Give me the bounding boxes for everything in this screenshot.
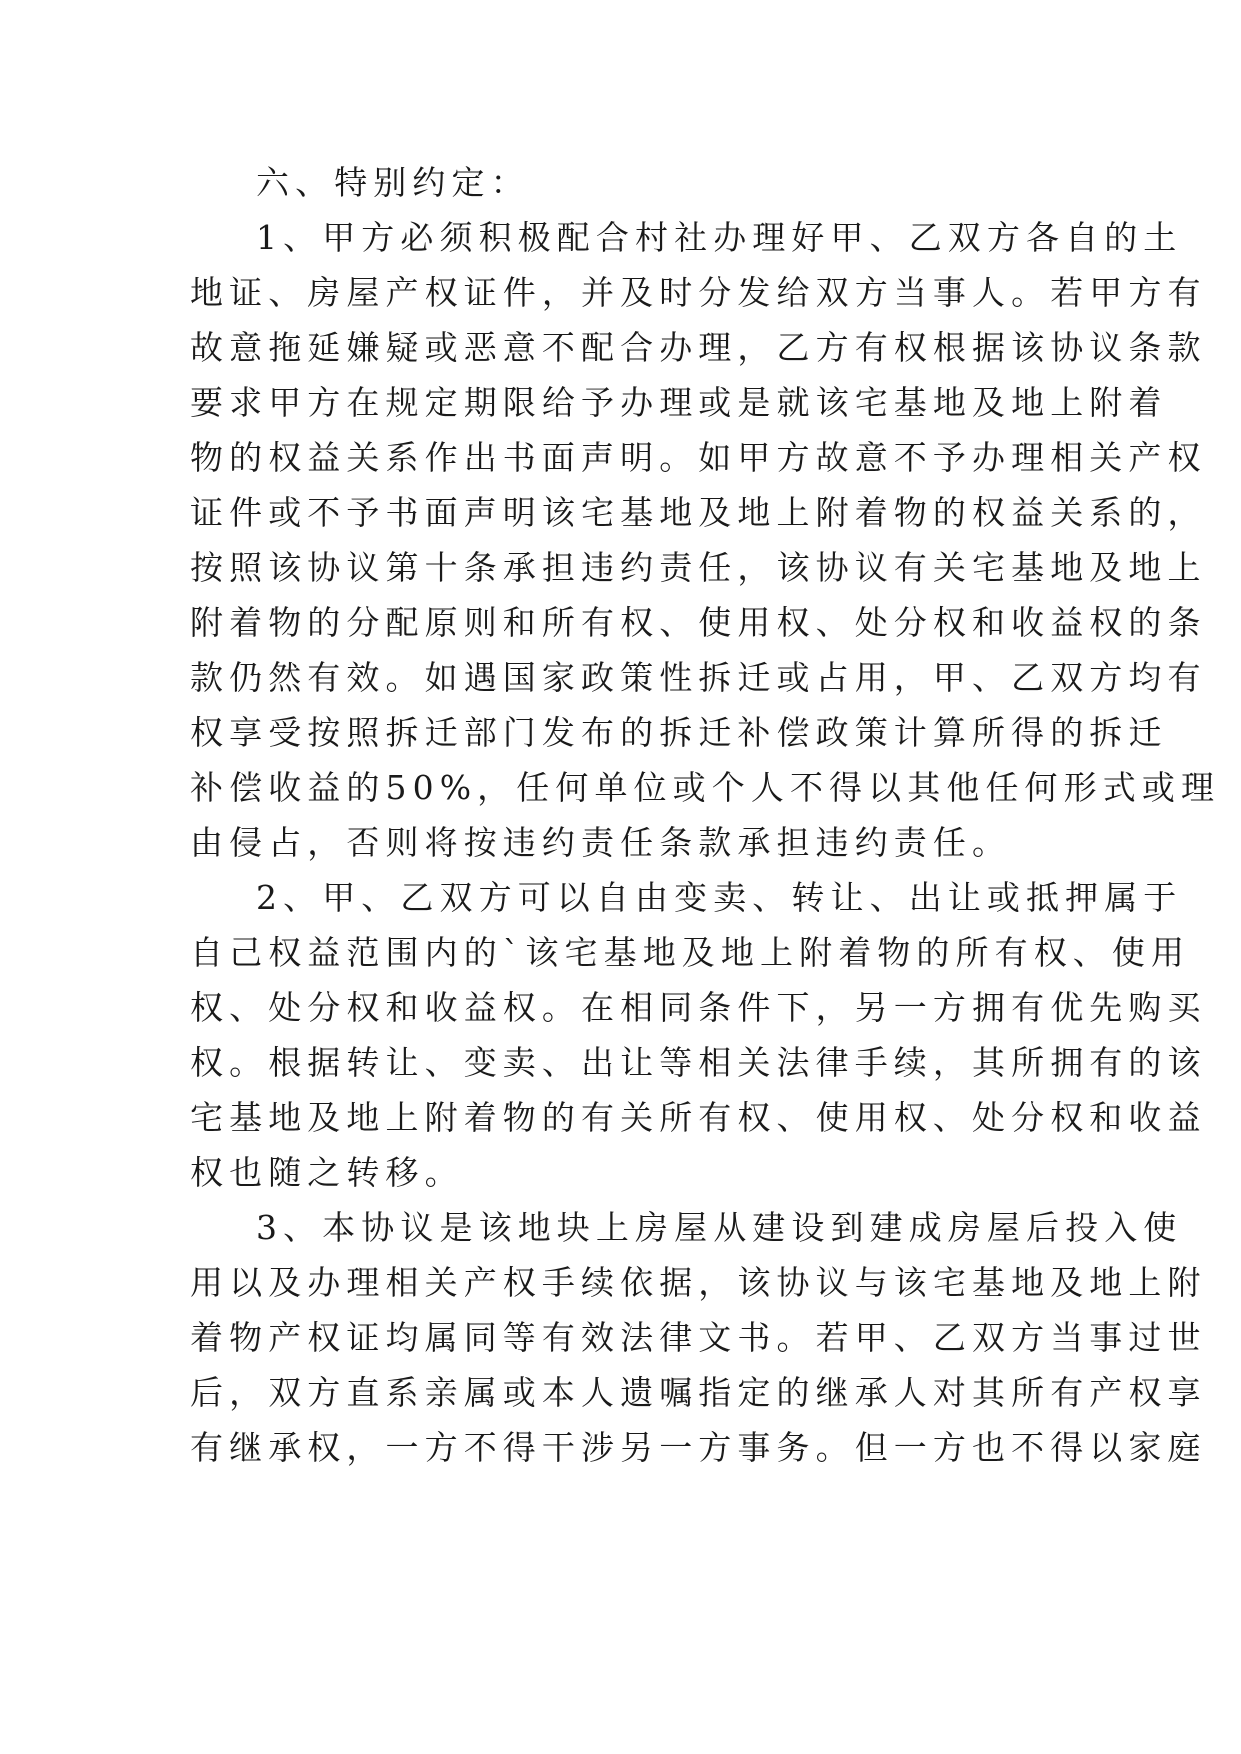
clause-3-line: 着物产权证均属同等有效法律文书。若甲、乙双方当事过世 (190, 1318, 1207, 1357)
clause-1-line: 权享受按照拆迁部门发布的拆迁补偿政策计算所得的拆迁 (190, 713, 1168, 752)
clause-2-line: 权也随之转移。 (190, 1153, 464, 1192)
section-heading: 六、特别约定： (256, 163, 530, 202)
clause-1-line: 证件或不予书面声明该宅基地及地上附着物的权益关系的， (190, 493, 1207, 532)
clause-2-line: 宅基地及地上附着物的有关所有权、使用权、处分权和收益 (190, 1098, 1207, 1137)
clause-3-line: 后，双方直系亲属或本人遗嘱指定的继承人对其所有产权享 (190, 1373, 1207, 1412)
clause-3-line: 有继承权，一方不得干涉另一方事务。但一方也不得以家庭 (190, 1428, 1207, 1467)
clause-1-line: 补偿收益的50%，任何单位或个人不得以其他任何形式或理 (190, 768, 1221, 807)
clause-2-line: 权。根据转让、变卖、出让等相关法律手续，其所拥有的该 (190, 1043, 1207, 1082)
clause-1-line: 按照该协议第十条承担违约责任，该协议有关宅基地及地上 (190, 548, 1207, 587)
clause-1-line: 1、甲方必须积极配合村社办理好甲、乙双方各自的土 (256, 218, 1183, 257)
clause-1-line: 地证、房屋产权证件，并及时分发给双方当事人。若甲方有 (190, 273, 1207, 312)
clause-2-line: 权、处分权和收益权。在相同条件下，另一方拥有优先购买 (190, 988, 1207, 1027)
clause-2-line: 2、甲、乙双方可以自由变卖、转让、出让或抵押属于 (256, 878, 1183, 917)
clause-3-line: 3、本协议是该地块上房屋从建设到建成房屋后投入使 (256, 1208, 1183, 1247)
clause-1-line: 物的权益关系作出书面声明。如甲方故意不予办理相关产权 (190, 438, 1207, 477)
clause-1-line: 由侵占，否则将按违约责任条款承担违约责任。 (190, 823, 1012, 862)
clause-1-line: 款仍然有效。如遇国家政策性拆迁或占用，甲、乙双方均有 (190, 658, 1207, 697)
clause-1-line: 要求甲方在规定期限给予办理或是就该宅基地及地上附着 (190, 383, 1168, 422)
clause-1-line: 附着物的分配原则和所有权、使用权、处分权和收益权的条 (190, 603, 1207, 642)
document-body (190, 155, 1221, 1475)
clause-2-line: 自己权益范围内的`该宅基地及地上附着物的所有权、使用 (190, 933, 1191, 972)
clause-3-line: 用以及办理相关产权手续依据，该协议与该宅基地及地上附 (190, 1263, 1207, 1302)
clause-1-line: 故意拖延嫌疑或恶意不配合办理，乙方有权根据该协议条款 (190, 328, 1207, 367)
